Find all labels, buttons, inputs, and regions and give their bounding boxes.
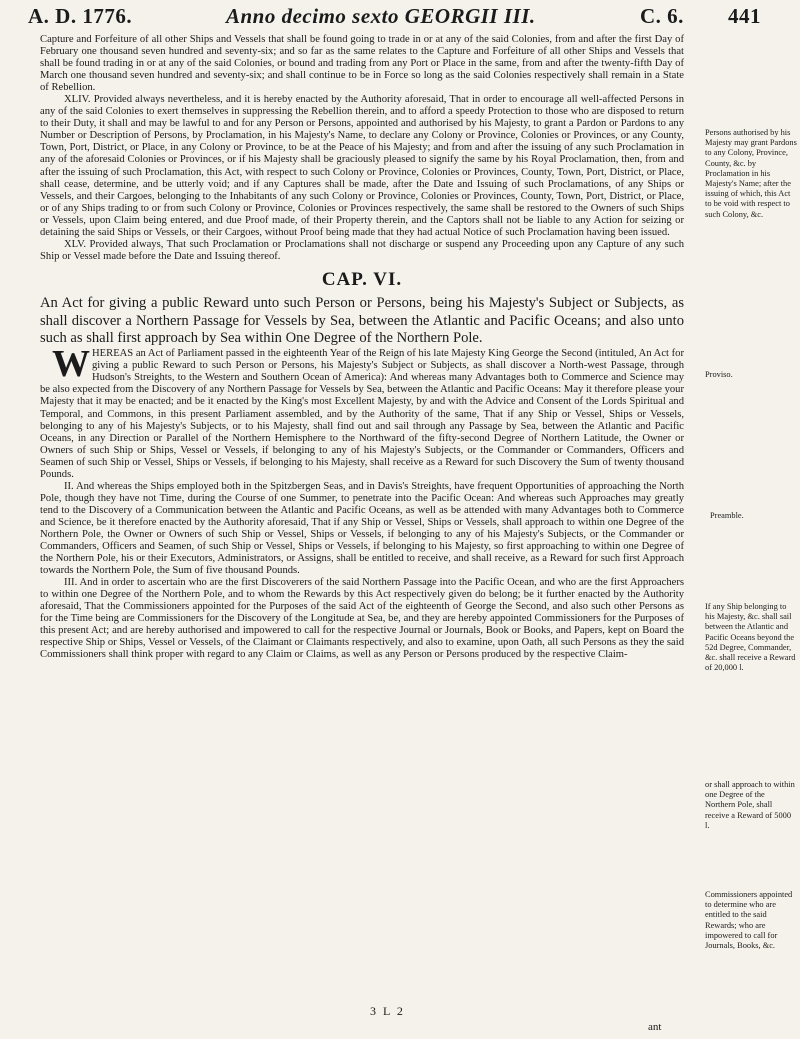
paragraph-section-44: XLIV. Provided always nevertheless, and it is hereby enacted by the Authority aforesaid, That in order to encourage all well-affected Persons in any of the said Colonies to exert themselves in suppressing the Rebellion therein, and to afford a speedy Protection to those who are disposed to return to their Duty, it shall and may be lawful to and for any Person or Persons, appointed and authorised by his Majesty, to grant a Pardon or Pardons to any Number or Description of Persons, by Proclamation, in his Majesty's Name, to declare any Colony or Province, Colonies or Provinces, or any County, Town, Port, District, or Place, in any Colony or Province, to be at the Peace of his Majesty; and from and after the issuing of any such Proclamation in any of the aforesaid Colonies or Provinces, or if his Majesty shall be graciously pleased to signify the same by his Royal Proclamation, then, from and after the issuing of such Proclamation, this Act, with respect to such Colony or Province, Colonies or Provinces, County, Town, Port, District, or Place, shall cease, determine, and be utterly void; and if any Captures shall be made, after the Date and Issuing of such Proclamations, of any Ships or Vessels, and their Cargoes, belonging to the Inhabitants of any such Colony or Province, Colonies or Provinces, County, Town, Port, District, or Place, or of any Ships trading to or from such Colony or Province, Colonies or Provinces respectively, the same shall be restored to the Owners of such Ships or Vessels, upon Claim being entered, and due Proof made, of their Property therein, and the Captors shall not be liable to any Action for seizing or detaining the said Ships or Vessels, or their Cargoes, without Proof being made that they had actual Notice of such Proclamation having been issued. [40,94,684,238]
margin-note-reward-passage: If any Ship belonging to his Majesty, &c. shall sail between the Atlantic and Pacific Oceans beyond the 52d Degree, Commander, &c. shall receive a Reward of 20,000 l. [705,602,796,673]
paragraph-preamble [40,343,684,481]
drop-cap: W [52,343,90,386]
paragraph-section-2: II. And whereas the Ships employed both in the Spitzbergen Seas, and in Davis's Streights, have frequent Opportunities of approaching the North Pole, though they have not Time, during the Course of one Summer, to penetrate into the Pacific Ocean: And whereas such Approaches may greatly tend to the Discovery of a Communication between the Atlantic and Pacific Oceans, as well as be attended with many Advantages both to Commerce and Science, be it therefore enacted by the Authority aforesaid, That if any Ship or Vessel, Ships or Vessels, shall approach to within one Degree of the Northern Pole, the Owner or Owners of such Ship or Vessel, Ships or Vessels, if belonging to any of his Majesty's Subjects, or the Commander or Commanders, Officers and Seamen, of such Ship or Vessel, Ships or Vessels, if belonging to his Majesty, so first approaching to within one Degree of the Northern Pole, his or their Executors, Administrators, or Assigns, shall be entitled to receive, and shall receive, as a Reward for such first Approach towards the Northern Pole, the Sum of five thousand Pounds. [40,480,684,577]
paragraph-section-3: III. And in order to ascertain who are the first Discoverers of the said Northern Passage into the Pacific Ocean, and who are the first Approachers to within one Degree of the Northern Pole, and to whom the Rewards by this Act respectively given do belong; be it further enacted by the Authority aforesaid, That the Commissioners appointed for the Purposes of the said Act of the eighteenth of George the Second, and also such other Persons as for the Time being are Commissioners for the Discovery of the Longitude at Sea, be, and they are hereby appointed Commissioners for the Purposes of this present Act; and are hereby authorised and impowered to call for the respective Journal or Journals, Book or Books, and Papers, kept on Board the respective Ship or Ships, Vessel or Vessels, of the Claimant or Claimants respectively, and also to examine, upon Oath, all such Persons as they the said Commissioners shall think proper with regard to any Claim or Claims, as well as any Person or Persons produced by the respective Claim- [40,577,684,661]
running-header [28,4,776,32]
header-chapter: C. 6. [640,4,684,28]
main-text-column [40,34,684,662]
signature-mark: 3 L 2 [370,1004,405,1018]
chapter-heading: CAP. VI. [321,268,403,290]
page-number: 441 [728,4,761,28]
margin-note-reward-pole: or shall approach to within one Degree of the Northern Pole, shall receive a Reward of 5000 l. [705,780,795,830]
margin-note-preamble: Preamble. [710,511,744,520]
header-title: Anno decimo sexto GEORGII III. [226,4,536,28]
paragraph-capture-forfeiture: Capture and Forfeiture of all other Ships and Vessels that shall be found going to trade in or at any of the said Colonies, from and after the first Day of February one thousand seven hundred and seventy-six; and so far as the same relates to the Capture and Forfeiture of all other Ships and Vessels that shall be found trading in or at any of the said Colonies, or bound and trading from any Port or Place in the same, from and after the twenty-fifth Day of March one thousand seven hundred and seventy-six; and shall continue to be in Force so long as the said Colonies respectively shall remain in a State of Rebellion. [40,34,684,94]
paragraph-section-45: XLV. Provided always, That such Proclamation or Proclamations shall not discharge or suspend any Proceeding upon any Capture of any such Ship or Vessel made before the Date and Issuing thereof. [40,238,684,262]
margin-note-pardons: Persons authorised by his Majesty may grant Pardons to any Colony, Province, County, &c. by Proclamation in his Majesty's Name; after the issuing of which, this Act to be void with respect to such Colony, &c. [705,128,797,219]
margin-note-proviso: Proviso. [705,370,733,379]
header-year: A. D. 1776. [28,4,133,28]
catchword: ant [648,1021,662,1033]
act-title: An Act for giving a public Reward unto such Person or Persons, being his Majesty's Subject or Subjects, as shall discover a Northern Passage for Vessels by Sea, between the Atlantic and Pacific Oceans; and also unto such as shall first approach by Sea within One Degree of the Northern Pole. [40,294,684,347]
margin-note-commissioners: Commissioners appointed to determine who are entitled to the said Rewards; who are impowered to call for Journals, Books, &c. [705,890,793,951]
preamble-text: HEREAS an Act of Parliament passed in the eighteenth Year of the Reign of his late Majesty King George the Second (intituled, An Act for giving a public Reward to such Person or Persons, his Majesty's Subject or Subjects, as shall discover a North-west Passage, through Hudson's Streights, to the Western and Southern Ocean of America): And whereas many Advantages both to Commerce and Science may be also expected from the Discovery of any Northern Passage for Vessels by Sea, between the Atlantic and Pacific Oceans: May it therefore please your Majesty that it may be enacted; and be it enacted by the King's most Excellent Majesty, by and with the Advice and Consent of the Lords Spiritual and Temporal, and Commons, in this present Parliament assembled, and by the Authority of the same, That if any Ship or Vessel, Ships or Vessels, belonging to any of his Majesty's Subjects, or to his Majesty, shall find out and sail through any Passage by Sea, between the Atlantic and Pacific Oceans, in any Direction or Parallel of the Northern Hemisphere to the Northward of the fifty-second Degree of Northern Latitude, the Owner or Owners of such Ship or Ships, Vessel or Vessels, if belonging to any of his Majesty's Subjects, or the Commander or Commanders, Officers and Seamen of such Ship or Vessel, Ships or Vessels, if belonging to his Majesty, shall receive as a Reward for such Discovery the Sum of twenty thousand Pounds. [40,348,684,480]
